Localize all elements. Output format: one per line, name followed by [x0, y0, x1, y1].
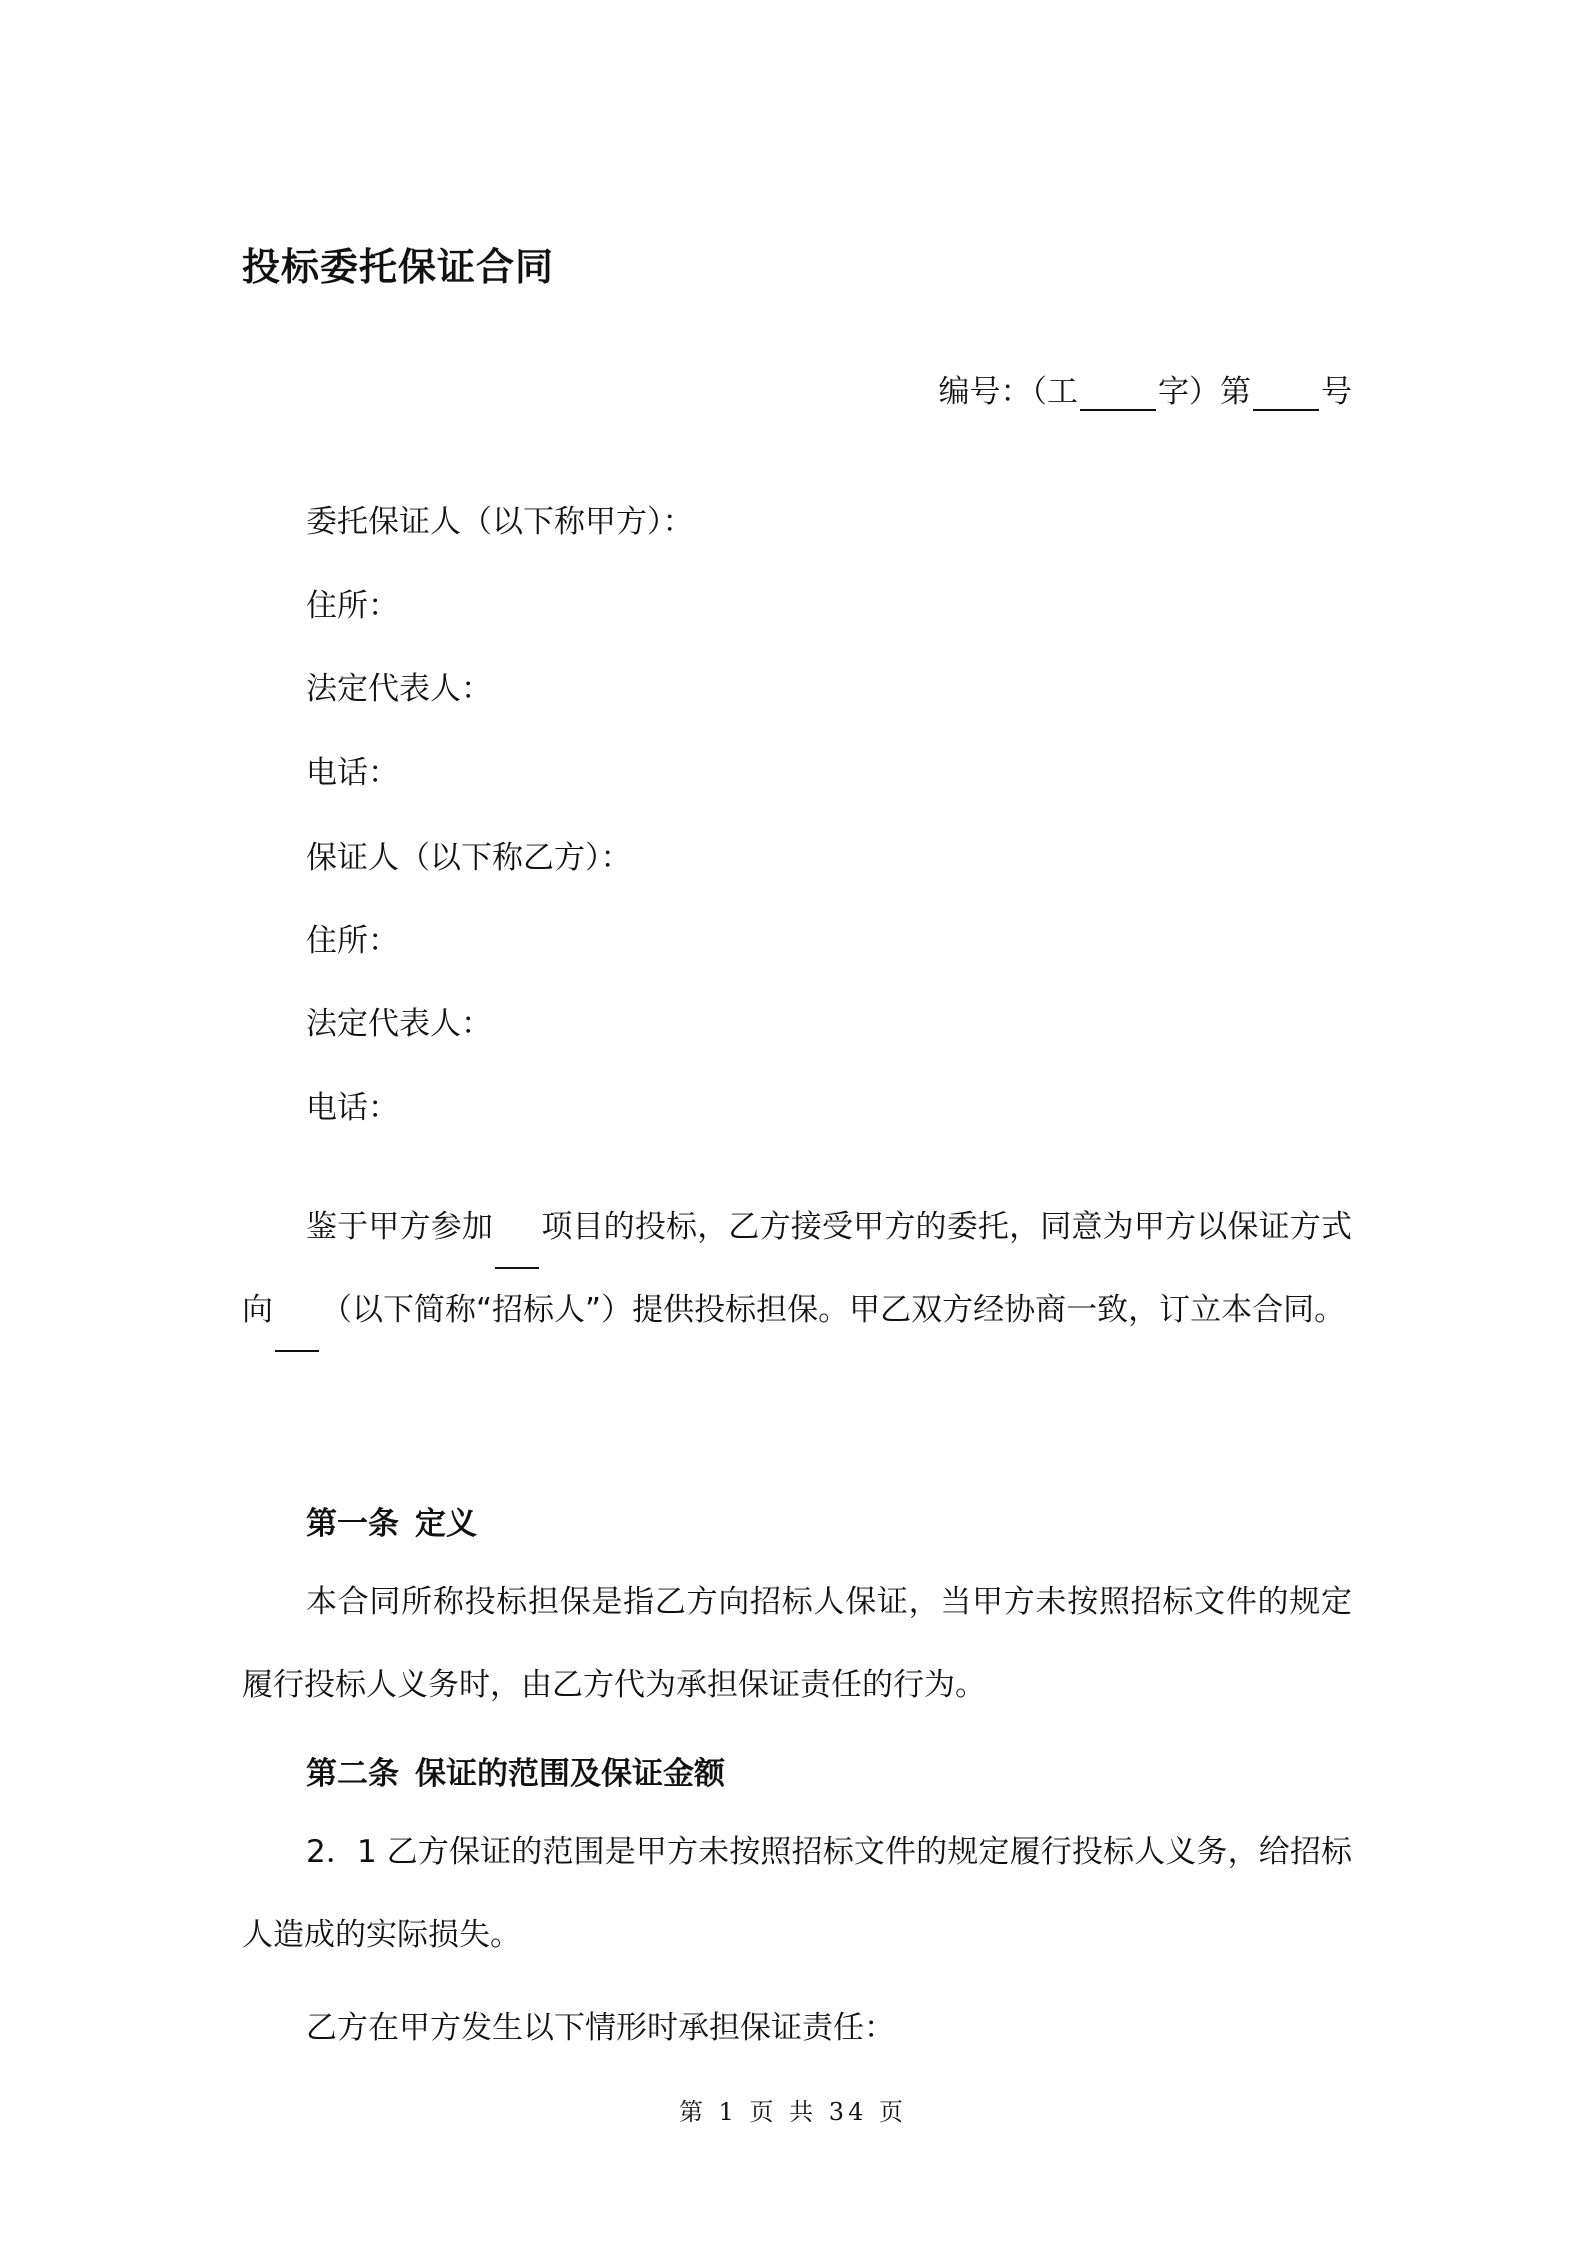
party-b-phone-label: 电话：	[306, 1090, 399, 1126]
article2-number: 第二条	[306, 1756, 399, 1792]
number-blank-word	[1080, 376, 1156, 411]
article2-heading	[306, 1748, 725, 1793]
tenderer-blank	[275, 1317, 319, 1352]
party-a-rep-label: 法定代表人：	[306, 671, 492, 707]
party-a-name-label: 委托保证人（以下称甲方）：	[306, 504, 694, 540]
party-a-phone-label: 电话：	[306, 755, 399, 791]
article1-heading	[306, 1498, 477, 1543]
article2-title: 保证的范围及保证金额	[415, 1756, 725, 1792]
clause-2-1-text: 2．1 乙方保证的范围是甲方未按照招标文件的规定履行投标人义务，给招标人造成的实际损失。	[242, 1834, 1352, 1953]
article1-text: 本合同所称投标担保是指乙方向招标人保证，当甲方未按照招标文件的规定履行投标人义务时，由乙方代为承担保证责任的行为。	[242, 1584, 1352, 1703]
article1-title: 定义	[415, 1506, 477, 1542]
party-b-name-label: 保证人（以下称乙方）：	[306, 840, 632, 876]
party-b-address-label: 住所：	[306, 923, 399, 959]
contract-number-line	[939, 366, 1353, 411]
project-blank	[495, 1234, 539, 1269]
number-end: 号	[1321, 374, 1352, 410]
number-blank-number	[1253, 376, 1319, 411]
document-title: 投标委托保证合同	[242, 245, 555, 289]
party-b-rep-label: 法定代表人：	[306, 1006, 492, 1042]
number-label: 编号：（工	[938, 374, 1078, 410]
preamble-part2: 项目的投标，乙方接受甲方的委托，同意为甲方以保证方式向	[242, 1209, 1352, 1328]
conditions-intro: 乙方在甲方发生以下情形时承担保证责任：	[306, 2010, 895, 2046]
preamble-part1: 鉴于甲方参加	[306, 1209, 494, 1245]
number-mid: 字）第	[1158, 374, 1251, 410]
party-a-address-label: 住所：	[306, 588, 399, 624]
article1-number: 第一条	[306, 1506, 399, 1542]
page-footer: 第 1 页 共 34 页	[679, 2098, 907, 2126]
preamble-part3: （以下简称“招标人”）提供投标担保。甲乙双方经协商一致，订立本合同。	[321, 1292, 1346, 1328]
preamble-paragraph	[242, 1186, 1352, 1352]
